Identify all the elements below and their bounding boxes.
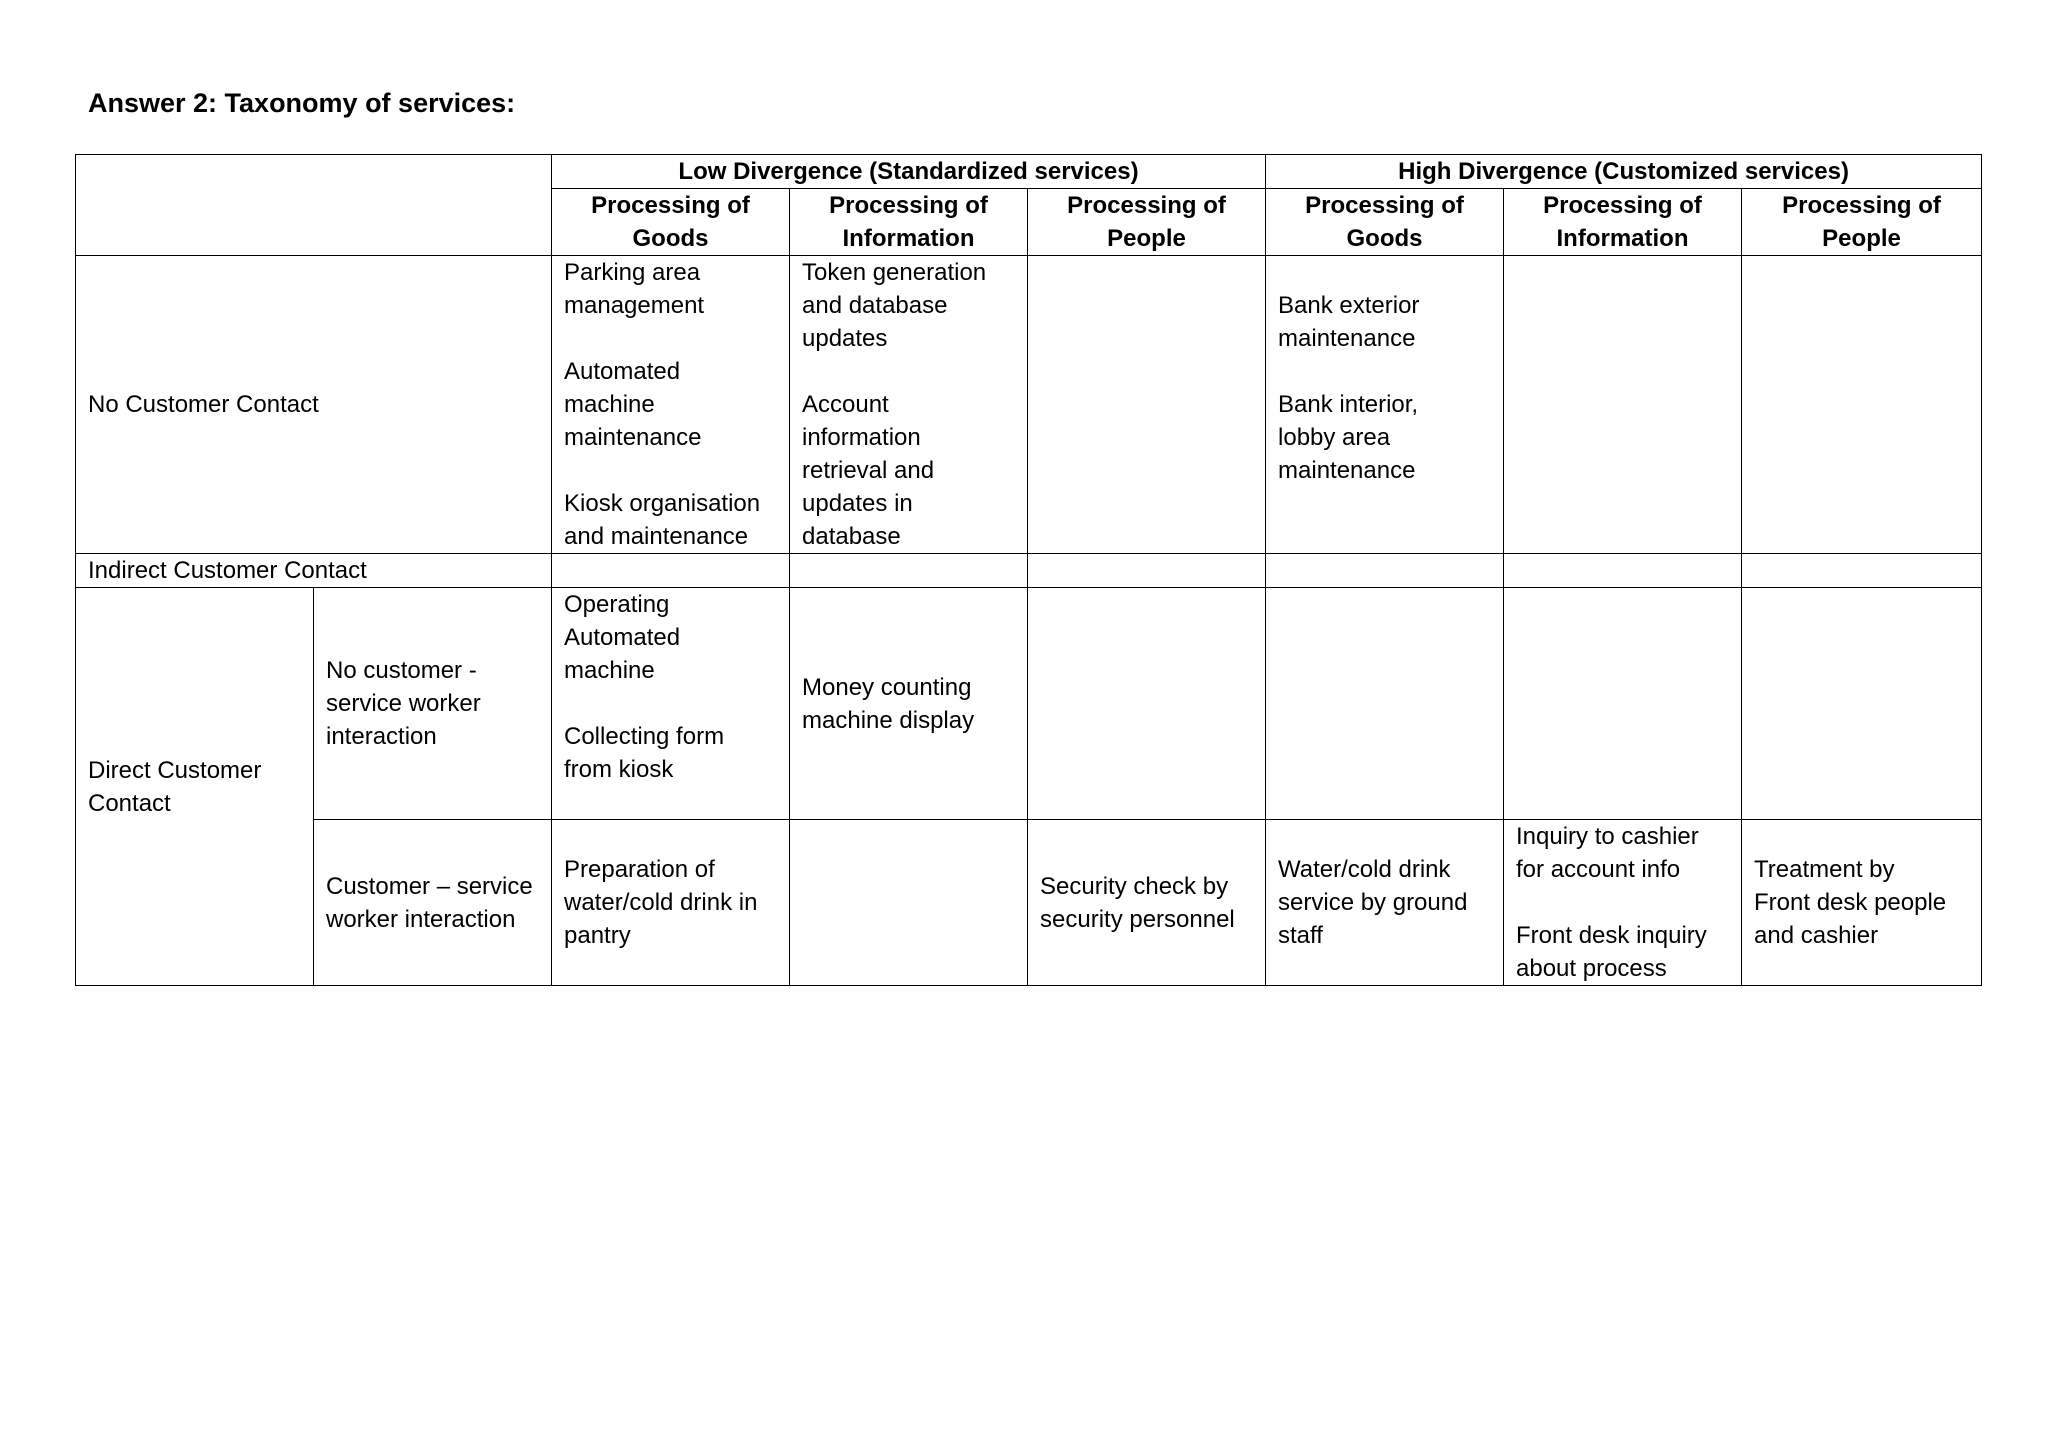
no-contact-high-people — [1742, 256, 1982, 554]
interaction-low-information — [790, 820, 1028, 986]
direct-contact-label: Direct Customer Contact — [76, 588, 314, 986]
direct-no-interaction-row — [76, 588, 1982, 820]
indirect-low-goods — [552, 554, 790, 588]
interaction-label: Customer – service worker interaction — [314, 820, 552, 986]
low-divergence-header: Low Divergence (Standardized services) — [552, 155, 1266, 189]
group-header-row — [76, 155, 1982, 189]
low-information-header: Processing of Information — [790, 189, 1028, 256]
low-people-header: Processing of People — [1028, 189, 1266, 256]
no-contact-high-information — [1504, 256, 1742, 554]
interaction-low-people: Security check by security personnel — [1028, 820, 1266, 986]
indirect-high-people — [1742, 554, 1982, 588]
no-contact-low-people — [1028, 256, 1266, 554]
no-interaction-low-people — [1028, 588, 1266, 820]
high-information-header: Processing of Information — [1504, 189, 1742, 256]
high-people-header: Processing of People — [1742, 189, 1982, 256]
no-contact-row — [76, 256, 1982, 554]
no-interaction-low-goods: Operating Automated machine Collecting form from kiosk — [552, 588, 790, 820]
indirect-low-people — [1028, 554, 1266, 588]
corner-cell — [76, 155, 552, 256]
no-interaction-high-goods — [1266, 588, 1504, 820]
no-interaction-low-information: Money counting machine display — [790, 588, 1028, 820]
no-interaction-high-information — [1504, 588, 1742, 820]
indirect-high-information — [1504, 554, 1742, 588]
no-contact-low-information: Token generation and database updates Account information retrieval and updates in database — [790, 256, 1028, 554]
interaction-high-goods: Water/cold drink service by ground staff — [1266, 820, 1504, 986]
interaction-low-goods: Preparation of water/cold drink in pantry — [552, 820, 790, 986]
high-goods-header: Processing of Goods — [1266, 189, 1504, 256]
taxonomy-table — [75, 154, 1982, 986]
indirect-high-goods — [1266, 554, 1504, 588]
low-goods-header: Processing of Goods — [552, 189, 790, 256]
interaction-high-information: Inquiry to cashier for account info Front desk inquiry about process — [1504, 820, 1742, 986]
indirect-contact-label: Indirect Customer Contact — [76, 554, 552, 588]
no-interaction-label: No customer - service worker interaction — [314, 588, 552, 820]
interaction-high-people: Treatment by Front desk people and cashier — [1742, 820, 1982, 986]
no-contact-label: No Customer Contact — [76, 256, 552, 554]
no-contact-high-goods: Bank exterior maintenance Bank interior, lobby area maintenance — [1266, 256, 1504, 554]
no-contact-low-goods: Parking area management Automated machine maintenance Kiosk organisation and maintenance — [552, 256, 790, 554]
indirect-low-information — [790, 554, 1028, 588]
direct-interaction-row — [76, 820, 1982, 986]
no-interaction-high-people — [1742, 588, 1982, 820]
indirect-contact-row — [76, 554, 1982, 588]
high-divergence-header: High Divergence (Customized services) — [1266, 155, 1982, 189]
page-title: Answer 2: Taxonomy of services: — [88, 88, 516, 118]
